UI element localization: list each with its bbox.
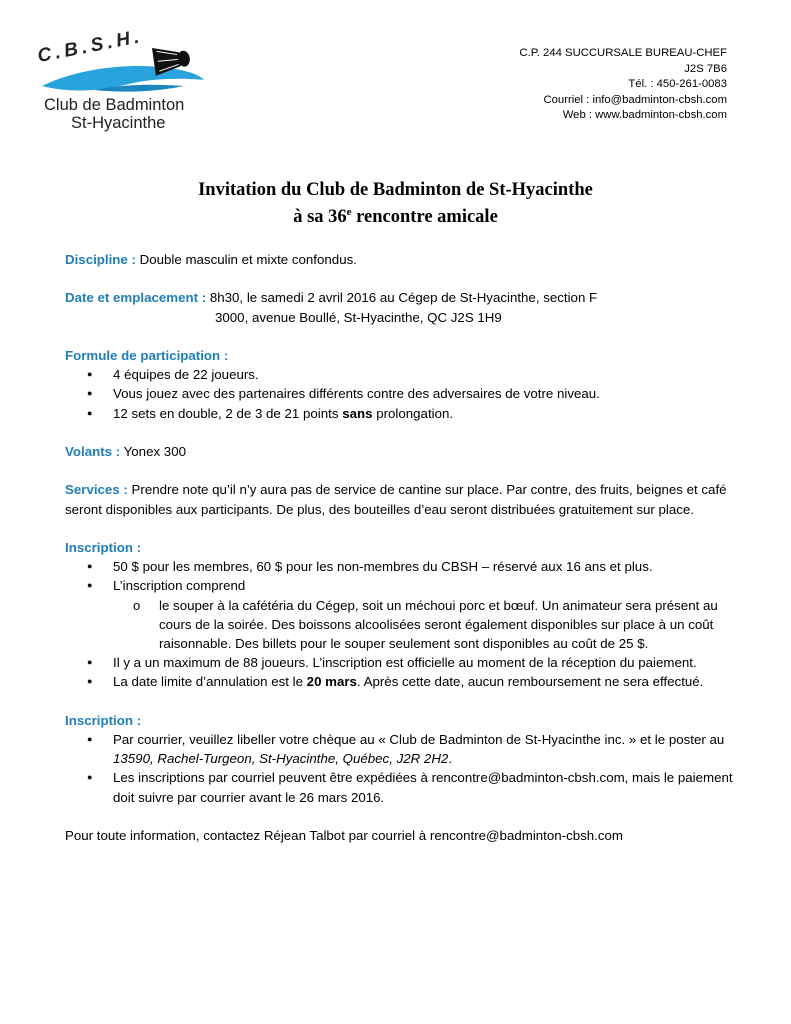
- inscription-item4-post: . Après cette date, aucun remboursement ne sera effectué.: [356, 674, 704, 690]
- logo-name-line2: St-Hyacinthe: [71, 114, 166, 132]
- phone: Tél. : 450-261-0083: [628, 78, 727, 91]
- date-section: [65, 288, 735, 307]
- club-logo: [34, 25, 209, 132]
- formule-list: [65, 365, 735, 423]
- email-contact[interactable]: Courriel : info@badminton-cbsh.com: [543, 93, 727, 106]
- list-item: ● Vous jouez avec des partenaires différents contre des adversaires de votre niveau.: [65, 384, 735, 403]
- volants-label: Volants :: [65, 443, 121, 459]
- website[interactable]: Web : www.badminton-cbsh.com: [562, 109, 727, 122]
- title-line2: [0, 201, 791, 228]
- services-label: Services :: [65, 482, 128, 498]
- inscription2-item1-pre: Par courrier, veuillez libeller votre chèque au « Club de Badminton de St-Hyacinthe inc. » et le poster au: [113, 731, 725, 747]
- formule-label: Formule de participation :: [65, 347, 229, 363]
- address-postal: J2S 7B6: [684, 62, 727, 75]
- inscription2-item1-post: .: [448, 751, 453, 767]
- formule-item3-post: prolongation.: [372, 405, 454, 421]
- list-item: ● Il y a un maximum de 88 joueurs. L’inscription est officielle au moment de la réception du paiement.: [65, 653, 735, 672]
- title-line2-pre: à sa 36: [293, 207, 347, 228]
- contact-block: [519, 46, 727, 124]
- list-item: ● 50 $ pour les membres, 60 $ pour les non-membres du CBSH – réservé aux 16 ans et plus.: [65, 557, 735, 576]
- list-item: [65, 672, 735, 691]
- discipline-text: Double masculin et mixte confondus.: [135, 252, 357, 267]
- inscription-label: Inscription :: [65, 539, 142, 555]
- list-item: [65, 404, 735, 423]
- inscription-item4-pre: La date limite d’annulation est le: [113, 674, 307, 690]
- list-item: ● 4 équipes de 22 joueurs.: [65, 365, 735, 384]
- title-line2-sup: e: [346, 206, 352, 218]
- inscription-list: [65, 557, 735, 691]
- discipline-label: Discipline :: [65, 252, 136, 267]
- footer-contact: Pour toute information, contactez Réjean Talbot par courriel à rencontre@badminton-cbsh.com: [65, 827, 623, 843]
- services-section: [65, 480, 735, 518]
- volants-section: [65, 442, 735, 461]
- mailing-address: 13590, Rachel-Turgeon, St-Hyacinthe, Québec, J2R 2H2: [113, 751, 449, 767]
- inscription2-list: [65, 730, 735, 807]
- page-title: [0, 179, 791, 228]
- address-line1: C.P. 244 SUCCURSALE BUREAU-CHEF: [519, 47, 727, 59]
- title-line2-post: rencontre amicale: [351, 207, 498, 228]
- title-line1: Invitation du Club de Badminton de St-Hyacinthe: [198, 180, 593, 200]
- services-text: Prendre note qu’il n’y aura pas de service de cantine sur place. Par contre, des fruits, beignes et café seront disponibles aux participants. De plus, des bouteilles d’eau seront distribuées gratuitement sur place.: [65, 482, 727, 517]
- date-line1: 8h30, le samedi 2 avril 2016 au Cégep de St-Hyacinthe, section F: [206, 290, 598, 306]
- sub-list-item: o le souper à la cafétéria du Cégep, soit un méchoui porc et bœuf. Un animateur sera présent au cours de la soirée. Des boissons alcoolisées seront également disponibles sur place à un coût raisonnable. Des billets pour le souper seulement sont disponibles au coût de 25 $.: [65, 596, 735, 654]
- inscription-item4-bold: 20 mars: [306, 674, 357, 690]
- logo-abbreviation: C.B.S.H.: [35, 25, 145, 68]
- date-line2: 3000, avenue Boullé, St-Hyacinthe, QC J2S 1H9: [215, 309, 502, 325]
- discipline-section: [65, 250, 735, 269]
- date-label: Date et emplacement :: [65, 290, 207, 306]
- formule-item3-pre: 12 sets en double, 2 de 3 de 21 points: [113, 405, 343, 421]
- list-item: ● L’inscription comprend: [65, 576, 735, 595]
- list-item: ● Les inscriptions par courriel peuvent être expédiées à rencontre@badminton-cbsh.com, mais le paiement doit suivre par courrier avant le 26 mars 2016.: [65, 768, 735, 806]
- logo-name-line1: Club de Badminton: [44, 96, 185, 114]
- inscription2-label: Inscription :: [65, 712, 142, 728]
- document-body: [65, 250, 735, 845]
- list-item: [65, 730, 735, 768]
- formule-item3-bold: sans: [342, 405, 373, 421]
- volants-text: Yonex 300: [120, 443, 186, 459]
